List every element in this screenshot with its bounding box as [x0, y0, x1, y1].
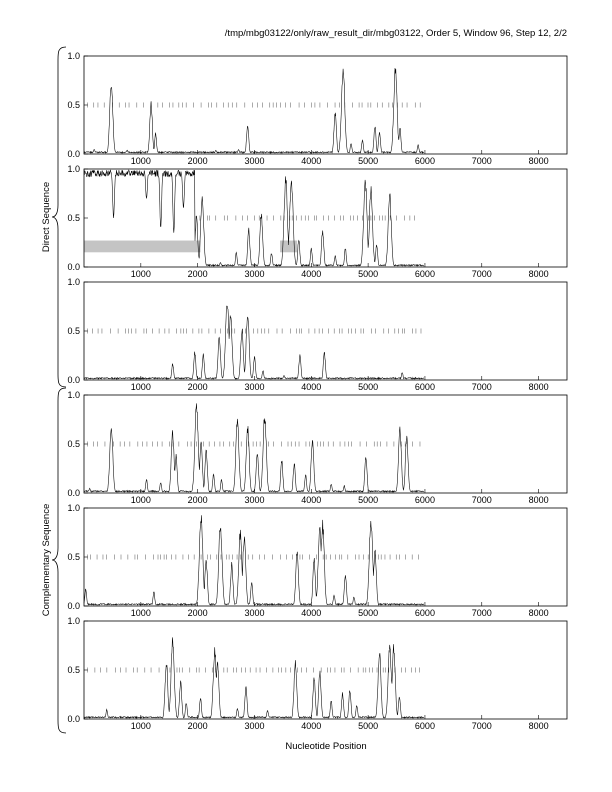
brace-complementary [52, 388, 66, 733]
x-tick-label: 3000 [244, 721, 265, 731]
x-tick-label: 7000 [471, 382, 492, 392]
panel-1 [67, 51, 567, 166]
x-tick-label: 1000 [130, 269, 151, 279]
x-tick-label: 3000 [244, 269, 265, 279]
x-tick-label: 7000 [471, 269, 492, 279]
panel-4 [67, 390, 567, 505]
series-line [84, 68, 424, 153]
x-tick-label: 4000 [301, 269, 322, 279]
series-line [84, 515, 424, 605]
x-tick-label: 5000 [358, 608, 379, 618]
y-tick-label: 1.0 [67, 277, 80, 287]
x-tick-label: 4000 [301, 721, 322, 731]
x-tick-label: 8000 [528, 156, 549, 166]
x-tick-label: 8000 [528, 382, 549, 392]
y-tick-label: 0.5 [67, 213, 80, 223]
y-tick-label: 1.0 [67, 164, 80, 174]
x-tick-label: 1000 [130, 382, 151, 392]
y-tick-label: 1.0 [67, 616, 80, 626]
x-tick-label: 2000 [187, 156, 208, 166]
panel-5 [67, 503, 567, 618]
y-tick-label: 0.0 [67, 149, 80, 159]
x-tick-label: 3000 [244, 382, 265, 392]
y-tick-label: 1.0 [67, 51, 80, 61]
x-tick-label: 6000 [414, 721, 435, 731]
x-tick-label: 4000 [301, 156, 322, 166]
y-tick-label: 0.0 [67, 488, 80, 498]
y-tick-label: 1.0 [67, 390, 80, 400]
plot-frame [84, 395, 567, 493]
y-tick-label: 0.5 [67, 665, 80, 675]
x-tick-label: 5000 [358, 721, 379, 731]
y-tick-label: 0.0 [67, 262, 80, 272]
x-tick-label: 1000 [130, 608, 151, 618]
panel-6 [67, 616, 567, 731]
x-tick-label: 6000 [414, 495, 435, 505]
x-tick-label: 3000 [244, 608, 265, 618]
x-tick-label: 1000 [130, 495, 151, 505]
x-tick-label: 2000 [187, 608, 208, 618]
shaded-region [84, 241, 200, 253]
x-tick-label: 7000 [471, 721, 492, 731]
x-tick-label: 4000 [301, 495, 322, 505]
x-tick-label: 4000 [301, 608, 322, 618]
y-tick-label: 0.0 [67, 601, 80, 611]
x-tick-label: 6000 [414, 608, 435, 618]
series-line [84, 637, 424, 718]
y-tick-label: 0.5 [67, 100, 80, 110]
x-tick-label: 5000 [358, 156, 379, 166]
x-tick-label: 6000 [414, 156, 435, 166]
series-line [84, 306, 424, 379]
group-label-complementary: Complementary Sequence [41, 503, 52, 617]
x-tick-label: 1000 [130, 721, 151, 731]
x-tick-label: 3000 [244, 156, 265, 166]
y-tick-label: 0.5 [67, 326, 80, 336]
x-axis-label: Nucleotide Position [285, 741, 367, 752]
y-tick-label: 0.5 [67, 439, 80, 449]
x-tick-label: 7000 [471, 495, 492, 505]
x-tick-label: 5000 [358, 382, 379, 392]
series-line [84, 403, 424, 492]
panel-3 [67, 277, 567, 392]
x-tick-label: 5000 [358, 495, 379, 505]
plot-frame [84, 621, 567, 719]
x-tick-label: 2000 [187, 269, 208, 279]
plot-frame [84, 169, 567, 267]
x-tick-label: 7000 [471, 608, 492, 618]
brace-direct [52, 47, 66, 387]
x-tick-label: 2000 [187, 721, 208, 731]
x-tick-label: 2000 [187, 382, 208, 392]
x-tick-label: 2000 [187, 495, 208, 505]
panels-group [67, 51, 567, 731]
group-label-direct: Direct Sequence [41, 181, 52, 253]
y-tick-label: 0.0 [67, 714, 80, 724]
x-tick-label: 8000 [528, 721, 549, 731]
x-tick-label: 3000 [244, 495, 265, 505]
x-tick-label: 1000 [130, 156, 151, 166]
x-tick-label: 7000 [471, 156, 492, 166]
figure-header: /tmp/mbg03122/only/raw_result_dir/mbg03122, Order 5, Window 96, Step 12, 2/2 [224, 28, 567, 39]
x-tick-label: 4000 [301, 382, 322, 392]
x-tick-label: 8000 [528, 608, 549, 618]
y-tick-label: 1.0 [67, 503, 80, 513]
x-tick-label: 8000 [528, 269, 549, 279]
panel-2 [67, 164, 567, 279]
y-tick-label: 0.0 [67, 375, 80, 385]
x-tick-label: 5000 [358, 269, 379, 279]
x-tick-label: 6000 [414, 382, 435, 392]
x-tick-label: 8000 [528, 495, 549, 505]
x-tick-label: 6000 [414, 269, 435, 279]
y-tick-label: 0.5 [67, 552, 80, 562]
